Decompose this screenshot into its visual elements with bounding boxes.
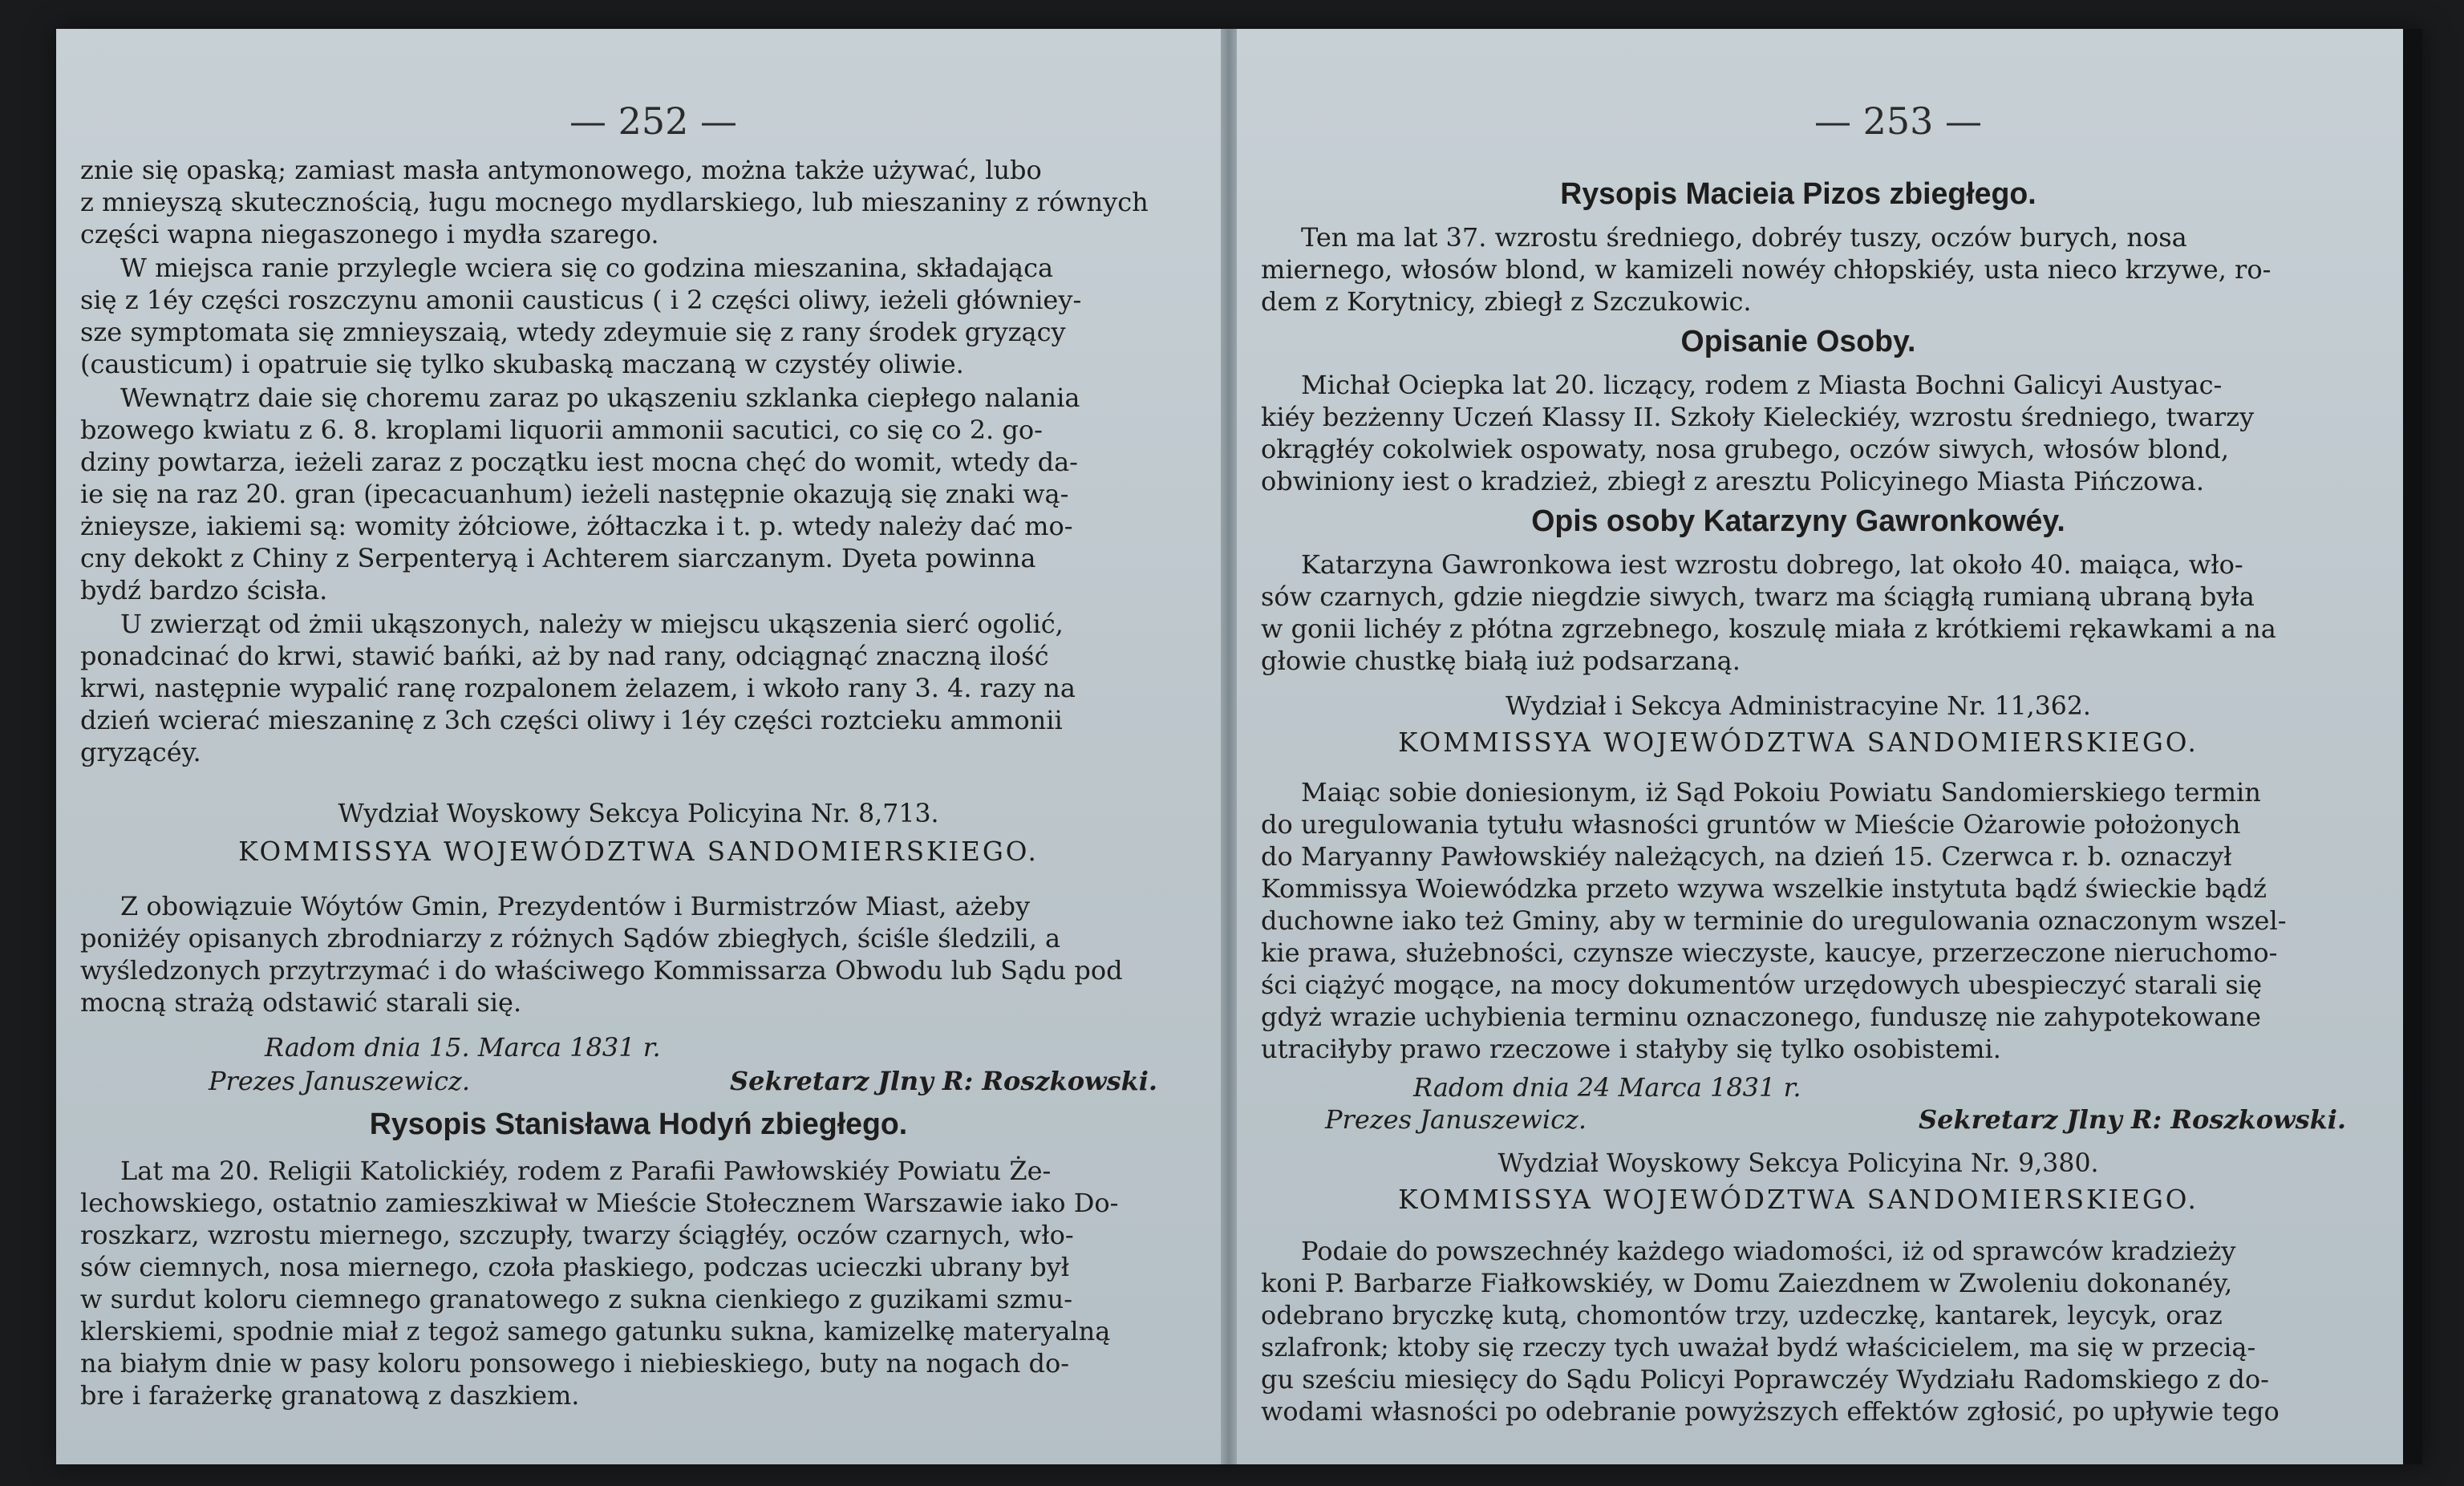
text-line: poniżéy opisanych zbrodniarzy z różnych Sądów zbiegłych, ściśle śledzili, a [80, 923, 1061, 954]
section-title: Opis osoby Katarzyny Gawronkowéy. [1531, 504, 2065, 538]
text-line: głowie chustkę białą iuż podsarzaną. [1261, 646, 1741, 676]
text-line: ie się na raz 20. gran (ipecacuanhum) ieżeli następnie okazują się znaki wą- [80, 479, 1069, 509]
text-line: ponadcinać do krwi, stawić bańki, aż by nad rany, odciągnąć znaczną ilość [80, 641, 1049, 671]
text-line: się z 1éy części roszczynu amonii causticus ( i 2 części oliwy, ieżeli główniey- [80, 285, 1082, 315]
text-line: w gonii lichéy z płótna zgrzebnego, koszulę miała z krótkiemi rękawkami a na [1261, 613, 2276, 644]
text-line: Katarzyna Gawronkowa iest wzrostu dobrego, lat około 40. maiąca, wło- [1301, 549, 2243, 580]
text-line: Wewnątrz daie się choremu zaraz po ukąszeniu szklanka ciepłego nalania [120, 383, 1080, 413]
text-line: sów ciemnych, nosa miernego, czoła płaskiego, podczas ucieczki ubrany był [80, 1252, 1070, 1282]
text-line: do Maryanny Pawłowskiéy należących, na dzień 15. Czerwca r. b. oznaczył [1261, 841, 2232, 872]
left-page [56, 29, 1221, 1464]
book-spread [56, 29, 2422, 1464]
commission-heading: KOMMISSYA WOJEWÓDZTWA SANDOMIERSKIEGO. [1398, 727, 2199, 758]
text-line: duchowne iako też Gminy, aby w terminie do uregulowania oznaczonym wszel- [1261, 905, 2287, 936]
text-line: wodami własności po odebranie powyższych effektów zgłosić, po upływie tego [1261, 1396, 2280, 1427]
text-line: Z obowiązuie Wóytów Gmin, Prezydentów i Burmistrzów Miast, ażeby [120, 891, 1031, 921]
text-line: żnieysze, iakiemi są: womity żółciowe, żółtaczka i t. p. wtedy należy dać mo- [80, 511, 1073, 541]
text-line: z mnieyszą skutecznością, ługu mocnego mydlarskiego, lub mieszaniny z równych [80, 187, 1149, 217]
text-line: Kommissya Woiewódzka przeto wzywa wszelkie instytuta bądź świeckie bądź [1261, 873, 2267, 904]
text-line: gu sześciu miesięcy do Sądu Policyi Poprawczéy Wydziału Radomskiego z do- [1261, 1364, 2269, 1395]
text-line: ści ciążyć mogące, na mocy dokumentów urzędowych ubespieczyć starali się [1261, 970, 2263, 1000]
text-line: (causticum) i opatruie się tylko skubaską maczaną w czystéy oliwie. [80, 349, 964, 379]
text-line: gdyż wrazie uchybienia terminu oznaczonego, funduszę nie zahypotekowane [1261, 1002, 2261, 1032]
commission-heading: KOMMISSYA WOJEWÓDZTWA SANDOMIERSKIEGO. [238, 836, 1039, 867]
text-line: dziny powtarza, ieżeli zaraz z początku iest mocna chęć do womit, wtedy da- [80, 447, 1078, 477]
secretary-signature: Sekretarz Jlny R: Roszkowski. [1919, 1104, 2347, 1135]
description-title: Rysopis Stanisława Hodyń zbiegłego. [369, 1107, 908, 1141]
text-line: Michał Ociepka lat 20. liczący, rodem z Miasta Bochni Galicyi Austyac- [1301, 370, 2223, 400]
text-line: Podaie do powszechnéy każdego wiadomości, iż od sprawców kradzieży [1301, 1236, 2236, 1266]
right-page [1237, 29, 2422, 1464]
text-line: części wapna niegaszonego i mydła szarego. [80, 219, 659, 249]
text-line: szlafronk; ktoby się rzeczy tych uważał bydź właścicielem, ma się w przecią- [1261, 1332, 2256, 1363]
text-line: dzień wcierać mieszaninę z 3ch części oliwy i 1éy części roztcieku ammonii [80, 705, 1063, 735]
date-line: Radom dnia 15. Marca 1831 r. [265, 1032, 661, 1063]
text-line: okrągłéy cokolwiek ospowaty, nosa grubego, oczów siwych, włosów blond, [1261, 434, 2230, 464]
text-line: bydź bardzo ścisła. [80, 575, 328, 605]
text-line: dem z Korytnicy, zbiegł z Szczukowic. [1261, 286, 1752, 317]
text-line: miernego, włosów blond, w kamizeli nowéy chłopskiéy, usta nieco krzywe, ro- [1261, 254, 2272, 285]
section-title: Rysopis Macieia Pizos zbiegłego. [1560, 177, 2036, 211]
text-line: U zwierząt od żmii ukąszonych, należy w miejscu ukąszenia sierć ogolić, [120, 609, 1064, 639]
secretary-signature: Sekretarz Jlny R: Roszkowski. [730, 1066, 1158, 1096]
text-line: do uregulowania tytułu własności gruntów w Mieście Ożarowie położonych [1261, 809, 2241, 840]
text-line: Ten ma lat 37. wzrostu średniego, dobréy tuszy, oczów burych, nosa [1301, 222, 2187, 253]
text-line: wyśledzonych przytrzymać i do właściwego Kommissarza Obwodu lub Sądu pod [80, 955, 1123, 986]
text-line: Lat ma 20. Religii Katolickiéy, rodem z Parafii Pawłowskiéy Powiatu Że- [120, 1156, 1052, 1186]
section-title: Opisanie Osoby. [1680, 325, 1916, 358]
text-line: gryzącéy. [80, 737, 201, 767]
text-line: Maiąc sobie doniesionym, iż Sąd Pokoiu Powiatu Sandomierskiego termin [1301, 777, 2261, 808]
text-line: na białym dnie w pasy koloru ponsowego i niebieskiego, buty na nogach do- [80, 1348, 1070, 1379]
commission-heading: KOMMISSYA WOJEWÓDZTWA SANDOMIERSKIEGO. [1398, 1184, 2199, 1215]
president-signature: Prezes Januszewicz. [209, 1066, 471, 1096]
page-number: — 253 — [1814, 99, 1983, 143]
text-line: cny dekokt z Chiny z Serpenteryą i Achterem siarczanym. Dyeta powinna [80, 543, 1036, 573]
book-gutter [1221, 29, 1237, 1464]
text-line: W miejsca ranie przylegle wciera się co godzina mieszanina, składająca [120, 253, 1054, 283]
text-line: krwi, następnie wypalić ranę rozpalonem żelazem, i wkoło rany 3. 4. razy na [80, 673, 1076, 703]
text-line: bzowego kwiatu z 6. 8. kroplami liquorii ammonii sacutici, co się co 2. go- [80, 415, 1043, 445]
text-line: sze symptomata się zmnieyszaią, wtedy zdeymuie się z rany środek gryzący [80, 317, 1066, 347]
decree-number: Wydział i Sekcya Administracyine Nr. 11,362. [1506, 690, 2091, 721]
date-line: Radom dnia 24 Marca 1831 r. [1413, 1072, 1801, 1103]
text-line: znie się opaską; zamiast masła antymonowego, można także używać, lubo [80, 155, 1042, 185]
text-line: odebrano bryczkę kutą, chomontów trzy, uzdeczkę, kantarek, leycyk, oraz [1261, 1300, 2223, 1330]
page-number: — 252 — [569, 99, 738, 143]
text-line: kiéy bezżenny Uczeń Klassy II. Szkoły Kieleckiéy, wzrostu średniego, twarzy [1261, 402, 2255, 432]
text-line: bre i farażerkę granatową z daszkiem. [80, 1380, 580, 1411]
decree-number: Wydział Woyskowy Sekcya Policyina Nr. 9,380. [1497, 1148, 2099, 1178]
text-line: w surdut koloru ciemnego granatowego z sukna cienkiego z guzikami szmu- [80, 1284, 1073, 1314]
president-signature: Prezes Januszewicz. [1325, 1104, 1587, 1135]
text-line: roszkarz, wzrostu miernego, szczupły, twarzy ściągłéy, oczów czarnych, wło- [80, 1220, 1074, 1250]
text-line: sów czarnych, gdzie niegdzie siwych, twarz ma ściągłą rumianą ubraną była [1261, 581, 2255, 612]
text-line: kie prawa, służebności, czynsze wieczyste, kaucye, przerzeczone nieruchomo- [1261, 937, 2278, 968]
text-line: obwiniony iest o kradzież, zbiegł z aresztu Policyinego Miasta Pińczowa. [1261, 466, 2205, 496]
text-line: klerskiemi, spodnie miał z tegoż samego gatunku sukna, kamizelkę materyalną [80, 1316, 1111, 1346]
text-line: lechowskiego, ostatnio zamieszkiwał w Mieście Stołecznem Warszawie iako Do- [80, 1188, 1119, 1218]
text-line: utraciłyby prawo rzeczowe i stałyby się tylko osobistemi. [1261, 1034, 2001, 1064]
page-edge [2403, 29, 2422, 1464]
decree-number: Wydział Woyskowy Sekcya Policyina Nr. 8,713. [338, 798, 939, 828]
text-line: koni P. Barbarze Fiałkowskiéy, w Domu Zaiezdnem w Zwoleniu dokonanéy, [1261, 1268, 2233, 1298]
text-line: mocną strażą odstawić starali się. [80, 987, 522, 1018]
